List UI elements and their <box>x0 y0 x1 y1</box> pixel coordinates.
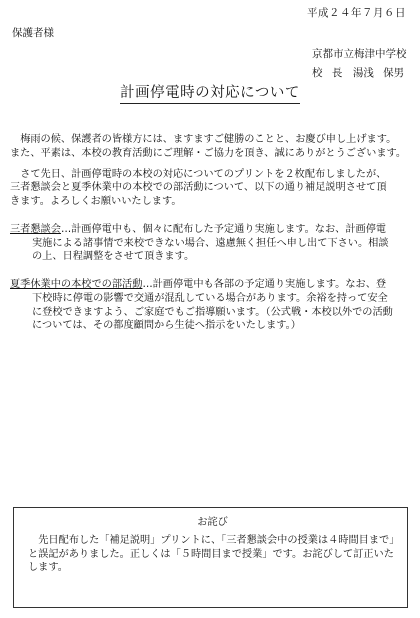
greeting-line-1: 梅雨の候、保護者の皆様方には、ますますご健勝のことと、お慶び申し上げます。 <box>20 134 397 145</box>
club-line-1: …計画停電中も各部の予定通り実施します。なお、登 <box>142 279 387 291</box>
intro-line-2: 三者懇談会と夏季休業中の本校での部活動について、以下の通り補足説明させて頂 <box>10 182 387 194</box>
club-item <box>10 278 410 292</box>
meeting-line-2: 実施による諸事情で来校できない場合、遠慮無く担任へ申し出て下さい。相談 <box>32 237 389 249</box>
notice-title: お詫び <box>197 517 228 528</box>
document-title-text: 計画停電時の対応について <box>120 85 300 104</box>
club-label: 夏季休業中の本校での部活動 <box>10 279 143 291</box>
intro-line-1: さて先日、計画停電時の本校の対応についてのプリントを２枚配布しましたが、 <box>20 168 387 180</box>
issue-date: 平成２４年７月６日 <box>307 7 406 19</box>
notice-line-2: と誤記がありました。正しくは「５時間目まで授業」です。お詫びして訂正いた <box>28 548 394 560</box>
intro-line-3: きます。よろしくお願いいたします。 <box>10 196 182 208</box>
club-line-2: 下校時に停電の影響で交通が混乱している場合があります。余裕を持って安全 <box>32 292 388 304</box>
document-title <box>0 84 420 104</box>
club-line-3: に登校できますよう、ご家庭でもご指導願います。（公式戦・本校以外での活動 <box>32 306 393 318</box>
school-name: 京都市立梅津中学校 <box>312 48 407 60</box>
correction-notice-box <box>13 507 408 608</box>
notice-line-1: 先日配布した「補足説明」プリントに、「三者懇談会中の授業は４時間目まで」 <box>38 534 400 546</box>
notice-line-3: します。 <box>28 562 68 574</box>
document-body <box>10 133 410 333</box>
meeting-line-3: の上、日程調整をさせて頂きます。 <box>32 251 195 263</box>
greeting-line-2: また、平素は、本校の教育活動にご理解・ご協力を頂き、誠にありがとうございます。 <box>10 147 407 159</box>
meeting-line-1: …計画停電中も、個々に配布した予定通り実施します。なお、計画停電 <box>60 223 387 235</box>
principal-name: 校 長 湯浅 保男 <box>312 67 405 79</box>
club-line-4: については、その都度顧問から生徒へ指示をいたします。） <box>32 320 301 332</box>
meeting-label: 三者懇談会 <box>10 223 61 235</box>
recipient: 保護者様 <box>12 27 54 39</box>
meeting-item <box>10 223 410 237</box>
